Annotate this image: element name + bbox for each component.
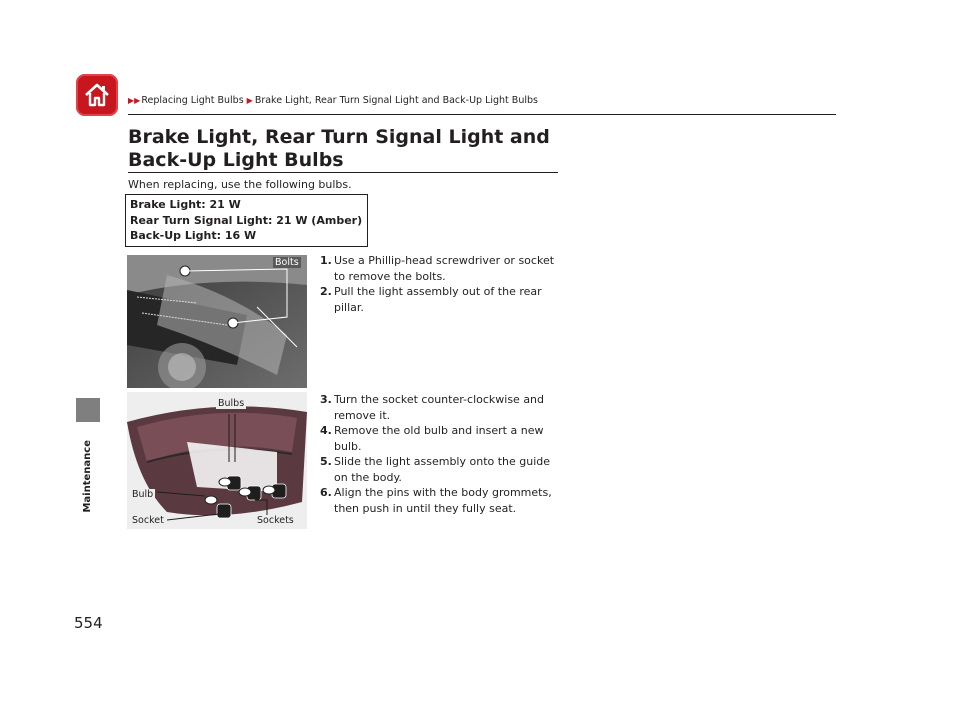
intro-text: When replacing, use the following bulbs.	[128, 178, 352, 191]
home-icon	[83, 81, 111, 109]
spec-brake-light: Brake Light: 21 W	[130, 198, 241, 211]
list-item: 4. Remove the old bulb and insert a new bulb.	[320, 424, 544, 453]
figure-rear-pillar-bolts	[127, 255, 307, 388]
triangle-right-icon: ▶▶	[128, 96, 141, 105]
breadcrumb-current: Brake Light, Rear Turn Signal Light and Back-Up Light Bulbs	[254, 95, 538, 106]
spec-back-up-light: Back-Up Light: 16 W	[130, 229, 257, 242]
light-assembly-illustration	[127, 392, 307, 529]
page-number: 554	[74, 614, 103, 632]
list-item: 1. Use a Phillip-head screwdriver or socket to remove the bolts.	[320, 254, 555, 283]
spec-rear-turn-signal: Rear Turn Signal Light: 21 W (Amber)	[130, 213, 363, 227]
header-divider	[128, 114, 836, 115]
label-bulb: Bulb	[132, 489, 154, 500]
label-socket: Socket	[132, 515, 164, 526]
list-item: 2. Pull the light assembly out of the rear pillar.	[320, 285, 542, 314]
section-label: Maintenance	[82, 440, 93, 513]
label-bolts: Bolts	[275, 257, 299, 268]
bulb-spec-box	[125, 194, 368, 247]
steps-replace-bulb	[320, 392, 565, 516]
breadcrumb-link-replacing-light-bulbs[interactable]: Replacing Light Bulbs	[141, 95, 244, 106]
figure-bulbs-sockets	[127, 392, 307, 529]
breadcrumb	[128, 95, 538, 106]
label-bulbs: Bulbs	[218, 398, 245, 409]
title-divider	[128, 172, 558, 173]
steps-remove-assembly	[320, 253, 565, 315]
list-item: 6. Align the pins with the body grommets, then push in until they fully seat.	[320, 486, 552, 515]
triangle-right-icon: ▶	[246, 96, 253, 105]
rear-pillar-illustration	[127, 255, 307, 388]
home-button[interactable]	[76, 74, 118, 116]
section-tab-marker	[76, 398, 100, 422]
page-title: Brake Light, Rear Turn Signal Light and Back-Up Light Bulbs	[128, 126, 550, 171]
label-sockets: Sockets	[257, 515, 294, 526]
list-item: 3. Turn the socket counter-clockwise and remove it.	[320, 393, 545, 422]
list-item: 5. Slide the light assembly onto the guide on the body.	[320, 455, 551, 484]
